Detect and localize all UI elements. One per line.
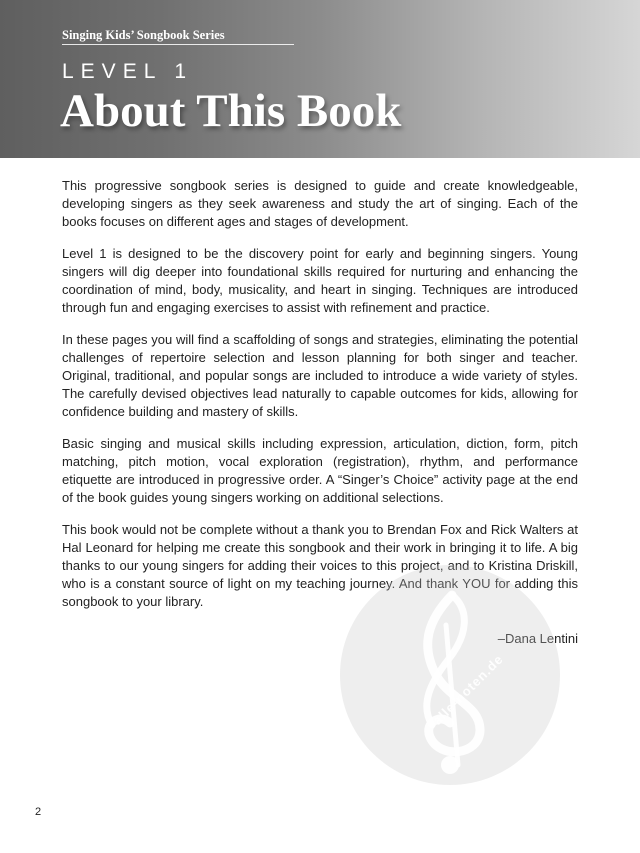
watermark [340,565,560,785]
treble-clef-icon [340,565,560,785]
header-banner [0,0,640,158]
page-number: 2 [35,806,42,818]
paragraph-4: Basic singing and musical skills including expression, articulation, diction, form, pitch matching, pitch motion, vocal exploration (registration), rhythm, and performance etiquette are introduced in progressive order. A “Singer’s Choice” activity page at the end of the book guides young singers working on additional selections. [62,436,578,505]
paragraph-3: In these pages you will find a scaffolding of songs and strategies, eliminating the potential challenges of repertoire selection and lesson planning for both singer and teacher. Original, traditional, and popular songs are included to introduce a wide variety of styles. The carefully devised objectives lead naturally to capable outcomes for kids, allowing for confidence building and mastery of skills. [62,332,578,419]
paragraph-2: Level 1 is designed to be the discovery point for early and beginning singers. Young singers will dig deeper into foundational skills required for nurturing and enhancing the coordination of mind, body, musicality, and heart in singing. Techniques are introduced through fun and engaging exercises to assist with refinement and practice. [62,246,578,315]
level-label: LEVEL 1 [62,60,194,83]
page-title: About This Book [60,85,402,137]
body-text [62,177,578,625]
series-title: Singing Kids’ Songbook Series [62,28,225,42]
signature: –Dana Lentini [497,631,578,646]
paragraph-5: This book would not be complete without a thank you to Brendan Fox and Rick Walters at Hal Leonard for helping me create this songbook and their work in bringing it to life. A big thanks to our young singers for adding their voices to this project, and to Kristina Driskill, who is a constant source of light on my teaching journey. And thank YOU for adding this songbook to your library. [62,522,578,609]
series-divider [62,44,294,45]
watermark-text: alle-noten.de [429,651,507,728]
paragraph-1: This progressive songbook series is designed to guide and create knowledgeable, developing singers as they seek awareness and study the art of singing. Each of the books focuses on different ages and stages of development. [62,178,578,229]
